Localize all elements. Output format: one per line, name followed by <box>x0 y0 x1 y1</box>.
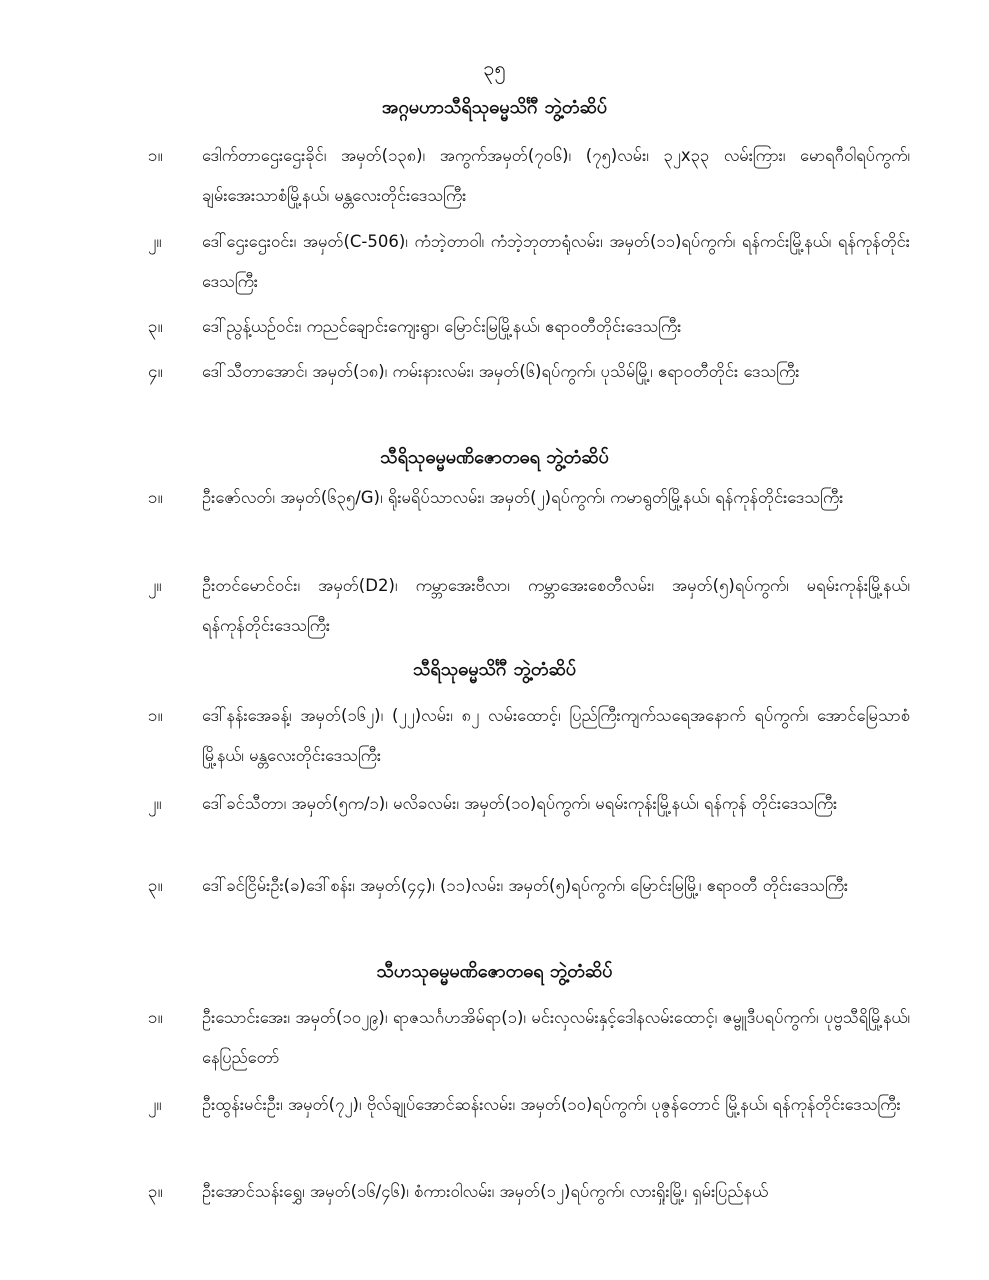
item-text: ဦးအောင်သန်းရွှေ၊ အမှတ်(၁၆/၄၆)၊ စံကားဝါလမ်း၊ အမှတ်(၁၂)ရပ်ကွက်၊ လားရှိုးမြို့၊ ရှမ်းပြည်နယ် <box>202 1182 768 1201</box>
item-text: ဦးသောင်းအေး၊ အမှတ်(၁၀၂၉)၊ ရာဇသင်္ဂဟအိမ်ရာ(၁)၊ မင်းလှလမ်းနှင့်ဒေါနလမ်းထောင့်၊ ဇမ္ဗူဒီပရပ်ကွက်၊ ပုဗ္ဗသီရိမြို့နယ်၊ နေပြည်တော် <box>202 1008 910 1067</box>
item-number: ၁။ <box>148 1008 163 1028</box>
item-number: ၃။ <box>148 317 163 337</box>
item-text: ဒေါ်ဌေးဌေးဝင်း၊ အမှတ်(C-506)၊ ကံဘဲ့တာဝါ၊ ကံဘဲ့ဘုတာရုံလမ်း၊ အမှတ်(၁၁)ရပ်ကွက်၊ ရန်ကင်းမြို့နယ်၊ ရန်ကုန်တိုင်းဒေသကြီး <box>202 232 910 291</box>
item-text: ဒေါ်ခင်ငြိမ်းဦး(ခ)ဒေါ်စန်း၊ အမှတ်(၄၄)၊ (၁၁)လမ်း၊ အမှတ်(၅)ရပ်ကွက်၊ မြောင်းမြမြို့၊ ဧရာဝတီ တိုင်းဒေသကြီး <box>202 876 849 895</box>
item-number: ၂။ <box>148 1095 162 1115</box>
item-text: ဒေါ်ခင်သီတာ၊ အမှတ်(၅က/၁)၊ မလိခလမ်း၊ အမှတ်(၁၀)ရပ်ကွက်၊ မရမ်းကုန်းမြို့နယ်၊ ရန်ကုန် တိုင်းဒေသကြီး <box>202 794 838 813</box>
item-text: ဦးတင်မောင်ဝင်း၊ အမှတ်(D2)၊ ကမ္ဘာအေးဗီလာ၊ ကမ္ဘာအေးစေတီလမ်း၊ အမှတ်(၅)ရပ်ကွက်၊ မရမ်းကုန်းမြို့နယ်၊ ရန်ကုန်တိုင်းဒေသကြီး <box>202 576 910 635</box>
item-number: ၂။ <box>148 576 162 596</box>
item-number: ၁။ <box>148 488 163 508</box>
item-number: ၂။ <box>148 232 162 252</box>
item-number: ၂။ <box>148 794 162 814</box>
section-title: အဂ္ဂမဟာသီရိသုဓမ္မသိင်္ဂီ ဘွဲ့တံဆိပ် <box>381 97 608 118</box>
section-title: သီရိသုဓမ္မမဏိဇောတဓရ ဘွဲ့တံဆိပ် <box>380 447 609 468</box>
item-number: ၁။ <box>148 706 163 726</box>
item-number: ၁။ <box>148 146 163 166</box>
item-number: ၃။ <box>148 876 163 896</box>
page-number: ၃၅ <box>483 56 506 80</box>
item-text: ဒေါ်ညွန့်ယဉ်ဝင်း၊ ကညင်ချောင်းကျေးရွာ၊ မြောင်းမြမြို့နယ်၊ ဧရာဝတီတိုင်းဒေသကြီး <box>202 317 682 336</box>
item-text: ဒေါ်သီတာအောင်၊ အမှတ်(၁၈)၊ ကမ်းနားလမ်း၊ အမှတ်(၆)ရပ်ကွက်၊ ပုသိမ်မြို့၊ ဧရာဝတီတိုင်း ဒေသကြီး <box>202 362 800 381</box>
item-text: ဒေါက်တာဌေးဌေးခိုင်၊ အမှတ်(၁၃၈)၊ အကွက်အမှတ်(၇၀၆)၊ (၇၅)လမ်း၊ ၃၂x၃၃ လမ်းကြား၊ မောရဂီဝါရပ်ကွက်၊ ချမ်းအေးသာစံမြို့နယ်၊ မန္တလေးတိုင်းဒေသကြီး <box>202 146 910 205</box>
item-text: ဦးထွန်းမင်းဦး၊ အမှတ်(၇၂)၊ ဗိုလ်ချုပ်အောင်ဆန်းလမ်း၊ အမှတ်(၁၀)ရပ်ကွက်၊ ပုဇွန်တောင် မြို့နယ်၊ ရန်ကုန်တိုင်းဒေသကြီး <box>202 1095 901 1114</box>
item-text: ဒေါ်နန်းအေခန့်၊ အမှတ်(၁၆၂)၊ (၂၂)လမ်း၊ ၈၂ လမ်းထောင့်၊ ပြည်ကြီးကျက်သရေအနောက် ရပ်ကွက်၊ အောင်မြေသာစံမြို့နယ်၊ မန္တလေးတိုင်းဒေသကြီး <box>202 706 910 765</box>
item-number: ၄။ <box>148 362 163 382</box>
section-title: သီဟသုဓမ္မမဏိဇောတဓရ ဘွဲ့တံဆိပ် <box>376 961 613 982</box>
item-number: ၃။ <box>148 1182 163 1202</box>
section-title: သီရိသုဓမ္မသိင်္ဂီ ဘွဲ့တံဆိပ် <box>412 659 577 680</box>
item-text: ဦးဇော်လတ်၊ အမှတ်(၆၃၅/G)၊ ရိုးမရိပ်သာလမ်း၊ အမှတ်(၂)ရပ်ကွက်၊ ကမာရွတ်မြို့နယ်၊ ရန်ကုန်တိုင်းဒေသကြီး <box>202 488 844 507</box>
